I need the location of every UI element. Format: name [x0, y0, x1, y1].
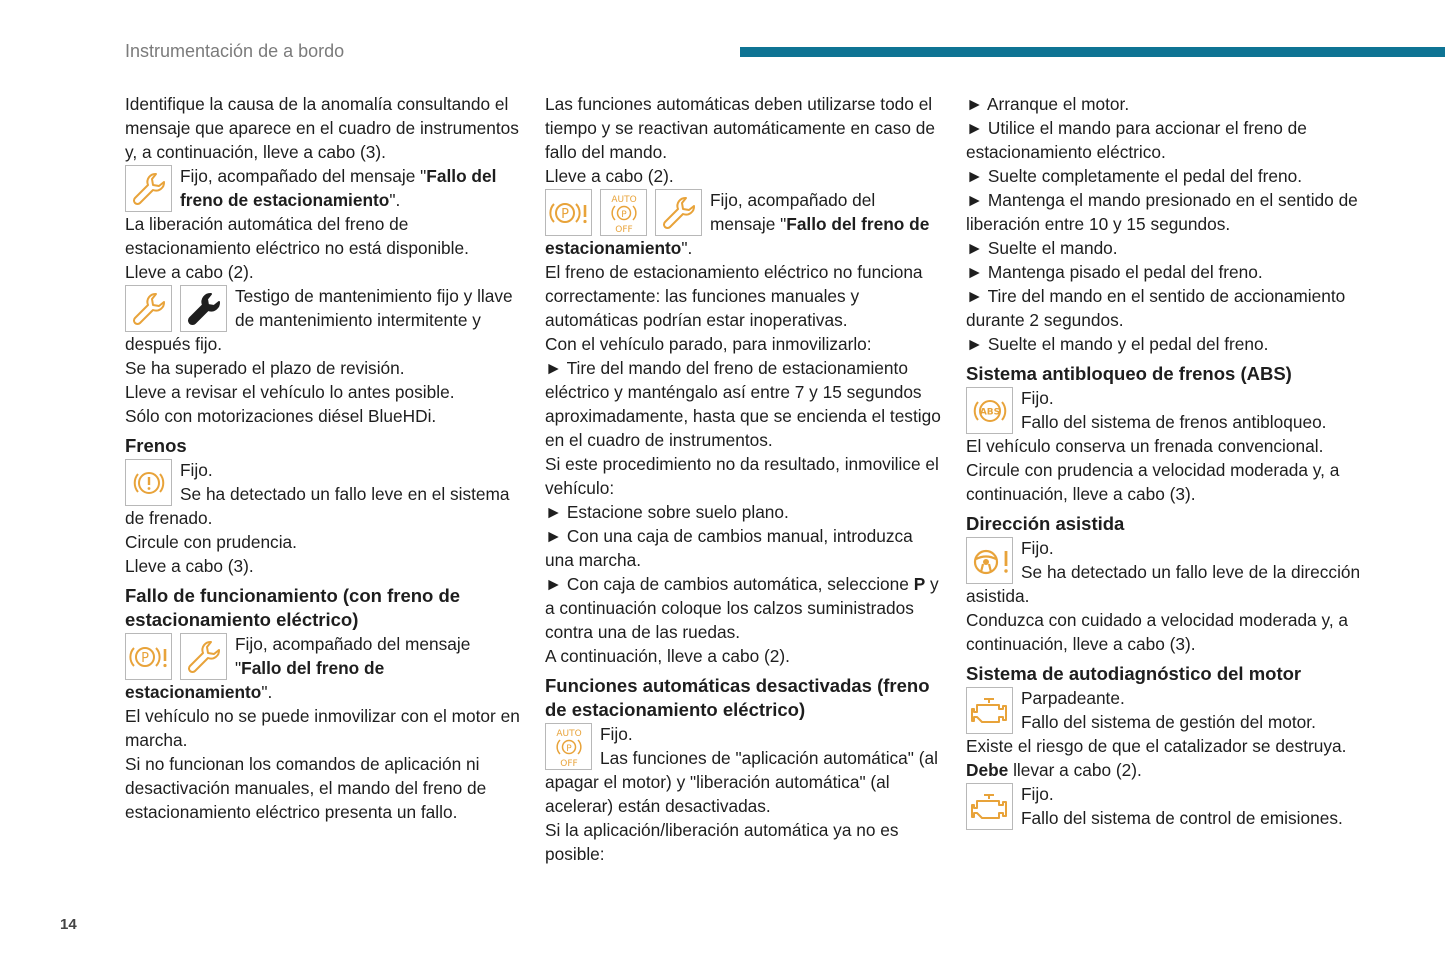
- paragraph: Con el vehículo parado, para inmovilizarlo:: [545, 334, 872, 354]
- paragraph: Fijo, acompañado del mensaje "Fallo del freno de estacionamiento".: [125, 634, 471, 702]
- service-wrench-icon: [180, 633, 227, 680]
- paragraph: Lleve a cabo (2).: [125, 262, 254, 282]
- paragraph: El vehículo conserva un frenada convencional.: [966, 436, 1324, 456]
- paragraph: Fijo.: [180, 460, 213, 480]
- bullet: ► Suelte el mando y el pedal del freno.: [966, 334, 1269, 354]
- paragraph: Fijo.: [1021, 538, 1054, 558]
- paragraph: Circule con prudencia.: [125, 532, 297, 552]
- park-letter: P: [560, 206, 569, 222]
- paragraph: Las funciones automáticas deben utilizarse todo el tiempo y se reactivan automáticamente en caso de fallo del mando.: [545, 94, 936, 162]
- bullet: ► Tire del mando del freno de estacionamiento eléctrico y manténgalo así entre 7 y 15 segundos aproximadamente, hasta que se encienda el testigo en el cuadro de instrumentos.: [545, 358, 941, 450]
- paragraph: El vehículo no se puede inmovilizar con el motor en marcha.: [125, 706, 520, 750]
- engine-icon: [966, 687, 1013, 734]
- heading-auto-functions: Funciones automáticas desactivadas (freno de estacionamiento eléctrico): [545, 675, 930, 720]
- column-2: [545, 92, 945, 866]
- auto-label: AUTO: [610, 194, 637, 205]
- paragraph: Si no funcionan los comandos de aplicación ni desactivación manuales, el mando del freno de estacionamiento eléctrico presenta un fallo.: [125, 754, 487, 822]
- paragraph: Fijo.: [1021, 388, 1054, 408]
- park-letter: P: [140, 650, 149, 666]
- column-1: [125, 92, 520, 824]
- parking-brake-fault-icon: [125, 633, 172, 680]
- paragraph: Existe el riesgo de que el catalizador se destruya.: [966, 736, 1347, 756]
- heading-power-steering: Dirección asistida: [966, 513, 1125, 534]
- bullet: ► Utilice el mando para accionar el freno de estacionamiento eléctrico.: [966, 118, 1307, 162]
- paragraph: Fijo.: [600, 724, 633, 744]
- paragraph: Se ha superado el plazo de revisión.: [125, 358, 405, 378]
- heading-brakes: Frenos: [125, 435, 187, 456]
- park-letter: P: [565, 743, 572, 754]
- abs-label: ABS: [979, 407, 1000, 417]
- steering-wheel-warning-icon: [966, 537, 1013, 584]
- paragraph: Identifique la causa de la anomalía consultando el mensaje que aparece en el cuadro de instrumentos y, a continuación, lleve a cabo (3).: [125, 94, 519, 162]
- paragraph: Las funciones de "aplicación automática" (al apagar el motor) y "liberación automática" (al acelerar) están desactivadas.: [545, 748, 938, 816]
- paragraph: La liberación automática del freno de estacionamiento eléctrico no está disponible.: [125, 214, 469, 258]
- park-letter: P: [620, 209, 627, 220]
- paragraph: Lleve a revisar el vehículo lo antes posible.: [125, 382, 455, 402]
- paragraph: A continuación, lleve a cabo (2).: [545, 646, 790, 666]
- bullet: ► Con caja de cambios automática, seleccione P y a continuación coloque los calzos suministrados contra una de las ruedas.: [545, 574, 939, 642]
- brake-warning-icon: [125, 459, 172, 506]
- paragraph: Fallo del sistema de gestión del motor.: [1021, 712, 1316, 732]
- auto-label: AUTO: [555, 728, 582, 739]
- off-label: OFF: [614, 224, 633, 235]
- page-number: 14: [60, 916, 77, 933]
- paragraph: Fijo, acompañado del mensaje "Fallo del freno de estacionamiento".: [545, 190, 930, 258]
- paragraph: Fallo del sistema de control de emisiones.: [1021, 808, 1343, 828]
- paragraph: Sólo con motorizaciones diésel BlueHDi.: [125, 406, 437, 426]
- paragraph: El freno de estacionamiento eléctrico no funciona correctamente: las funciones manuales y automáticas podrían estar inoperativas.: [545, 262, 923, 330]
- heading-engine-diagnosis: Sistema de autodiagnóstico del motor: [966, 663, 1302, 684]
- off-label: OFF: [559, 758, 578, 769]
- bullet: ► Suelte completamente el pedal del freno.: [966, 166, 1303, 186]
- auto-off-icon: [545, 723, 592, 770]
- paragraph: Se ha detectado un fallo leve en el sistema de frenado.: [125, 484, 510, 528]
- maintenance-wrench-icon: [180, 285, 227, 332]
- paragraph: Si este procedimiento no da resultado, inmovilice el vehículo:: [545, 454, 939, 498]
- bullet: ► Estacione sobre suelo plano.: [545, 502, 789, 522]
- auto-off-icon: [600, 189, 647, 236]
- paragraph: Debe llevar a cabo (2).: [966, 760, 1142, 780]
- bullet: ► Mantenga el mando presionado en el sentido de liberación entre 10 y 15 segundos.: [966, 190, 1358, 234]
- paragraph: Testigo de mantenimiento fijo y llave de mantenimiento intermitente y después fijo.: [125, 286, 513, 354]
- bullet: ► Tire del mando en el sentido de accionamiento durante 2 segundos.: [966, 286, 1346, 330]
- paragraph: Fallo del sistema de frenos antibloqueo.: [1021, 412, 1327, 432]
- service-wrench-icon: [125, 165, 172, 212]
- parking-brake-fault-icon: [545, 189, 592, 236]
- engine-icon: [966, 783, 1013, 830]
- paragraph: Fijo.: [1021, 784, 1054, 804]
- service-wrench-icon: [125, 285, 172, 332]
- paragraph: Circule con prudencia a velocidad moderada y, a continuación, lleve a cabo (3).: [966, 460, 1340, 504]
- paragraph: Se ha detectado un fallo leve de la dirección asistida.: [966, 562, 1361, 606]
- paragraph: Lleve a cabo (3).: [125, 556, 254, 576]
- bullet: ► Arranque el motor.: [966, 94, 1130, 114]
- bullet: ► Suelte el mando.: [966, 238, 1118, 258]
- section-title: Instrumentación de a bordo: [125, 41, 345, 61]
- heading-abs: Sistema antibloqueo de frenos (ABS): [966, 363, 1292, 384]
- heading-fault: Fallo de funcionamiento (con freno de estacionamiento eléctrico): [125, 585, 461, 630]
- header-accent-bar: [740, 47, 1445, 57]
- column-3: [966, 92, 1366, 830]
- service-wrench-icon: [655, 189, 702, 236]
- paragraph: Parpadeante.: [1021, 688, 1125, 708]
- abs-icon: [966, 387, 1013, 434]
- paragraph: Fijo, acompañado del mensaje "Fallo del freno de estacionamiento".: [180, 166, 497, 210]
- paragraph: Si la aplicación/liberación automática ya no es posible:: [545, 820, 899, 864]
- bullet: ► Mantenga pisado el pedal del freno.: [966, 262, 1263, 282]
- paragraph: Conduzca con cuidado a velocidad moderada y, a continuación, lleve a cabo (3).: [966, 610, 1349, 654]
- paragraph: Lleve a cabo (2).: [545, 166, 674, 186]
- bullet: ► Con una caja de cambios manual, introduzca una marcha.: [545, 526, 913, 570]
